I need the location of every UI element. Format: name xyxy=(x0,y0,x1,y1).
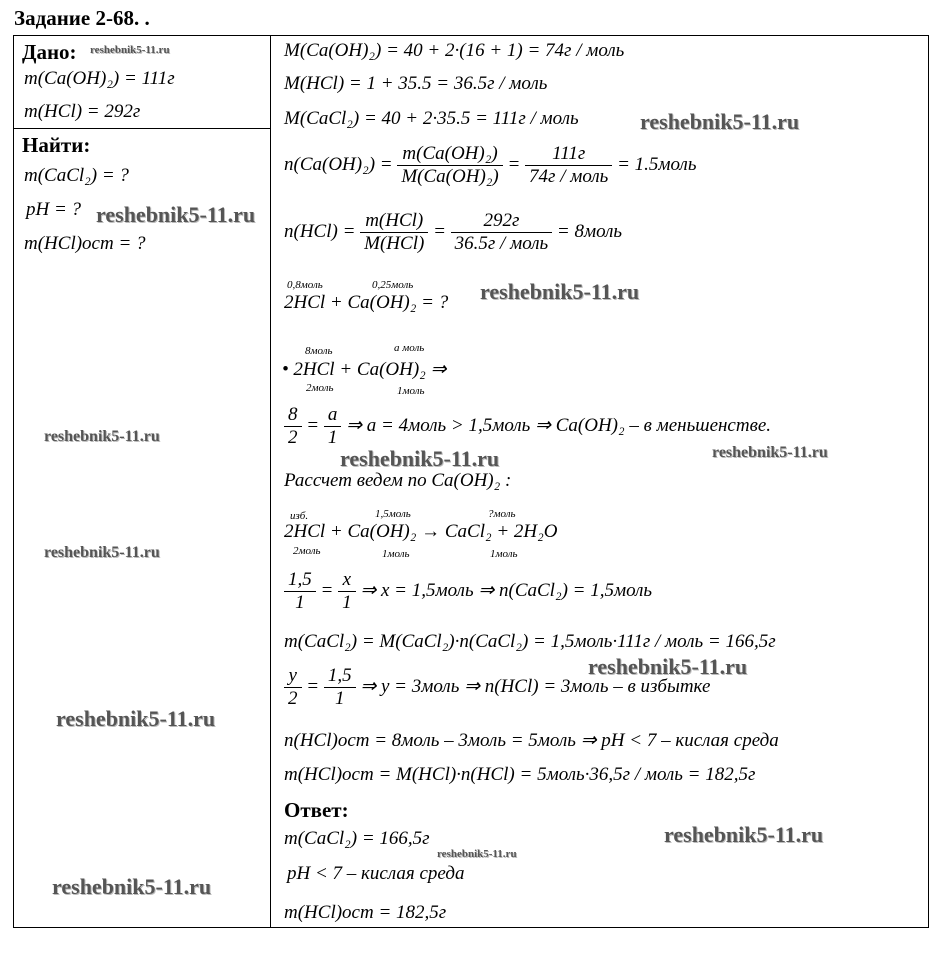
fraction xyxy=(525,143,612,188)
remaining-hcl-amount-line: n(HCl)ост = 8моль – 3моль = 5моль ⇒ pH < 7 – кислая среда xyxy=(284,730,779,751)
watermark: reshebnik5-11.ru xyxy=(90,44,170,56)
fraction xyxy=(451,210,553,255)
amount-caoh-equation: n(Ca(OH)₂) = $\frac{\text{m(Ca(OH)₂)}}{\text{M(Ca(OH)₂)}}$ = $\frac{111г}{\text{74г / моль}}$ = 1.5моль xyxy=(284,143,697,187)
watermark: reshebnik5-11.ru xyxy=(340,446,500,471)
numerator: y xyxy=(284,665,302,688)
watermark: reshebnik5-11.ru xyxy=(52,874,212,899)
fraction xyxy=(324,404,342,449)
denominator: 1 xyxy=(342,592,352,613)
reaction-annotation: 1моль xyxy=(490,548,518,560)
numerator: a xyxy=(324,404,342,427)
watermark: reshebnik5-11.ru xyxy=(437,848,517,860)
numerator: 1,5 xyxy=(324,665,356,688)
find-line: m(HCl)ост = ? xyxy=(24,233,146,254)
reaction-annotation: 1моль xyxy=(397,385,425,397)
answer-header: Ответ: xyxy=(284,798,349,822)
proportion-result: ⇒ x = 1,5моль ⇒ n(CaCl₂) = 1,5моль xyxy=(360,579,653,601)
numerator: 111г xyxy=(525,143,612,166)
numerator: 292г xyxy=(451,210,553,233)
fraction xyxy=(324,665,356,710)
reaction-annotation: изб. xyxy=(290,510,309,522)
denominator: 1 xyxy=(327,427,338,448)
proportion-line: $\frac{y}{2}$ = $\frac{1,5}{1}$ ⇒ y = 3моль ⇒ n(HCl) = 3моль – в избытке xyxy=(284,665,710,710)
denominator: M(HCl) xyxy=(364,233,425,254)
watermark: reshebnik5-11.ru xyxy=(480,279,640,304)
reaction-annotation: 2моль xyxy=(306,382,334,394)
reaction-annotation: 8моль xyxy=(305,345,333,357)
numerator: m(HCl) xyxy=(360,210,428,233)
watermark: reshebnik5-11.ru xyxy=(56,706,216,731)
proportion-result: ⇒ a = 4моль > 1,5моль ⇒ Ca(OH)₂ – в меньшенстве. xyxy=(346,414,772,436)
reaction-annotation: 0,25моль xyxy=(372,279,414,291)
watermark: reshebnik5-11.ru xyxy=(640,109,800,134)
find-line: pH = ? xyxy=(26,199,82,220)
reaction-annotation: 1моль xyxy=(382,548,410,560)
given-line: m(Ca(OH)₂) = 111г xyxy=(24,68,175,89)
mass-cacl2-line: m(CaCl₂) = M(CaCl₂)·n(CaCl₂) = 1,5моль·111г / моль = 166,5г xyxy=(284,631,776,652)
numerator: 1,5 xyxy=(284,569,316,592)
answer-line: m(HCl)ост = 182,5г xyxy=(284,902,447,923)
watermark: reshebnik5-11.ru xyxy=(44,428,160,445)
answer-line: m(CaCl₂) = 166,5г xyxy=(284,828,430,849)
remaining-hcl-mass-line: m(HCl)ост = M(HCl)·n(HCl) = 5моль·36,5г / моль = 182,5г xyxy=(284,764,756,785)
denominator: 2 xyxy=(288,427,298,448)
denominator: 1 xyxy=(334,688,345,709)
proportion-line: $\frac{1,5}{1}$ = $\frac{x}{1}$ ⇒ x = 1,5моль ⇒ n(CaCl₂) = 1,5моль xyxy=(284,569,652,614)
equation-lhs: n(HCl) = xyxy=(284,220,356,242)
reaction-annotation: ?моль xyxy=(488,508,516,520)
watermark: reshebnik5-11.ru xyxy=(664,822,824,847)
proportion-result: ⇒ y = 3моль ⇒ n(HCl) = 3моль – в избытке xyxy=(360,675,711,697)
watermark: reshebnik5-11.ru xyxy=(588,654,748,679)
numerator: m(Ca(OH)₂) xyxy=(397,143,502,166)
reaction-equation: 2HCl + Ca(OH)₂ = ? xyxy=(284,292,449,313)
given-find-divider xyxy=(13,128,271,129)
reaction-annotation: 1,5моль xyxy=(375,508,411,520)
given-line: m(HCl) = 292г xyxy=(24,101,141,122)
reaction-annotation: а моль xyxy=(394,342,425,354)
fraction xyxy=(284,665,302,710)
fraction xyxy=(338,569,356,614)
answer-line: pH < 7 – кислая среда xyxy=(287,863,465,884)
fraction xyxy=(397,143,502,188)
equation-result: = 1.5моль xyxy=(617,153,697,175)
numerator: x xyxy=(338,569,356,592)
equation-lhs: n(Ca(OH)₂) = xyxy=(284,153,393,175)
molar-mass-line: M(CaCl₂) = 40 + 2·35.5 = 111г / моль xyxy=(284,108,579,129)
fraction xyxy=(284,404,302,449)
denominator: 74г / моль xyxy=(529,166,609,187)
fraction xyxy=(360,210,428,255)
reaction-equation: • 2HCl + Ca(OH)₂ ⇒ xyxy=(282,359,447,380)
reaction-annotation: 0,8моль xyxy=(287,279,323,291)
molar-mass-line: M(HCl) = 1 + 35.5 = 36.5г / моль xyxy=(284,73,548,94)
column-divider xyxy=(270,35,271,928)
reaction-annotation: 2моль xyxy=(293,545,321,557)
find-header: Найти: xyxy=(22,133,91,157)
molar-mass-line: M(Ca(OH)₂) = 40 + 2·(16 + 1) = 74г / моль xyxy=(284,40,625,61)
denominator: 1 xyxy=(295,592,305,613)
watermark: reshebnik5-11.ru xyxy=(44,544,160,561)
proportion-line: $\frac{8}{2}$ = $\frac{a}{1}$ ⇒ a = 4моль > 1,5моль ⇒ Ca(OH)₂ – в меньшенстве. xyxy=(284,404,771,449)
equation-result: = 8моль xyxy=(556,220,623,242)
fraction xyxy=(284,569,316,614)
amount-hcl-equation: n(HCl) = $\frac{\text{m(HCl)}}{\text{M(HCl)}}$ = $\frac{292г}{\text{36.5г / моль}}$ = 8моль xyxy=(284,210,623,254)
denominator: 36.5г / моль xyxy=(454,233,549,254)
calculation-basis: Рассчет ведем по Ca(OH)₂ : xyxy=(284,470,512,491)
numerator: 8 xyxy=(284,404,302,427)
given-header: Дано: xyxy=(22,40,77,64)
find-line: m(CaCl₂) = ? xyxy=(24,165,129,186)
denominator: 2 xyxy=(288,688,298,709)
watermark: reshebnik5-11.ru xyxy=(96,202,256,227)
reaction-equation: 2HCl + Ca(OH)₂ → CaCl₂ + 2H₂O xyxy=(284,521,558,542)
task-title: Задание 2-68. . xyxy=(14,6,150,30)
watermark: reshebnik5-11.ru xyxy=(712,444,828,461)
denominator: M(Ca(OH)₂) xyxy=(401,166,499,187)
